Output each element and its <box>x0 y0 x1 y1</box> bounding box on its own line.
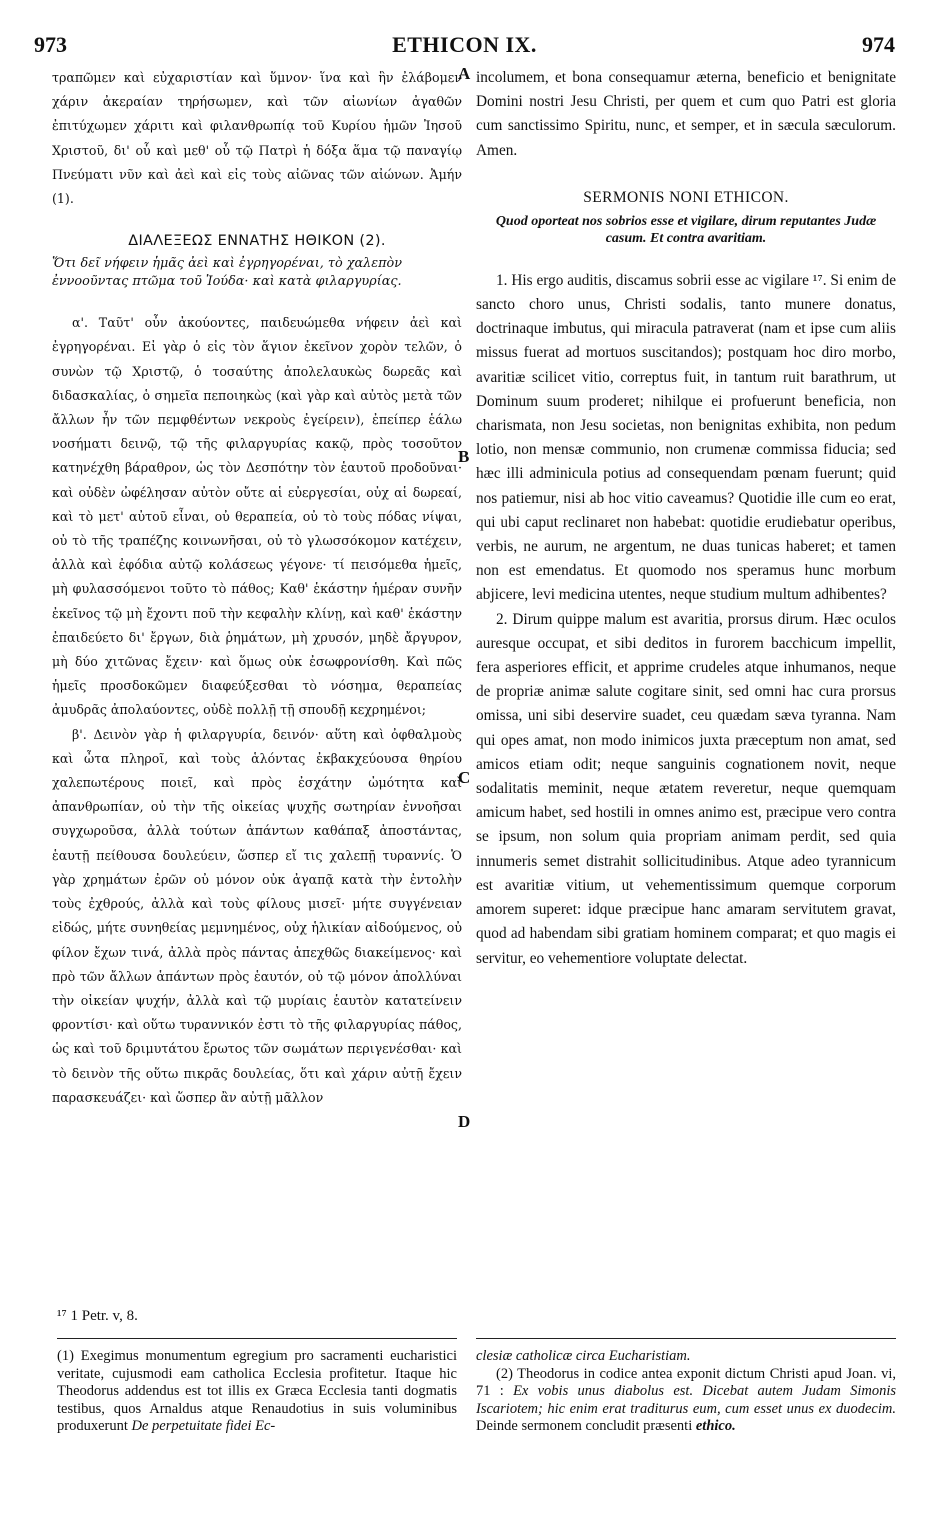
margin-letter-c: C <box>458 768 471 787</box>
greek-column <box>52 66 462 1110</box>
latin-column <box>476 66 896 971</box>
margin-letter-a: A <box>458 64 471 83</box>
greek-intro-paragraph: τραπῶμεν καὶ εὐχαριστίαν καὶ ὕμνον· ἵνα καὶ ἣν ἐλάβομεν χάριν ἀκεραίαν τηρήσωμεν, καὶ τῶν αἰωνίων ἀγαθῶν ἐπιτύχωμεν χάριτι καὶ φιλανθρωπίᾳ τοῦ Κυρίου ἡμῶν Ἰησοῦ Χριστοῦ, δι' οὗ καὶ μεθ' οὗ τῷ Πατρὶ ἡ δόξα ἅμα τῷ παναγίῳ Πνεύματι νῦν καὶ ἀεὶ καὶ εἰς τοὺς αἰῶνας τῶν αἰώνων. Ἀμήν (1). <box>52 70 462 207</box>
running-title: ETHICON IX. <box>392 32 537 57</box>
editor-note-2-part-a: (2) Theodorus in codice antea exponit dictum Christi apud Joan. vi, 71 : <box>476 1365 896 1399</box>
greek-paragraph-1: α'. Ταῦτ' οὖν ἀκούοντες, παιδευώμεθα νήφειν ἀεὶ καὶ ἐγρηγορέναι. Εἰ γὰρ ὁ εἰς τὸν ἅγιον ἐκεῖνον χορὸν τελῶν, ὁ συνὼν τῷ Χριστῷ, ὁ τοσαύτης ἀπολελαυκὼς δωρεᾶς καὶ διδασκαλίας, ὁ σημεῖα πεποιηκὼς (καὶ γὰρ καὶ αὐτὸς μετὰ τῶν ἄλλων ἦν τῶν πεμφθέντων νεκροὺς ἐγείρειν), ἐπείπερ ἑάλω νοσήματι δεινῷ, τῷ τῆς φιλαργυρίας κακῷ, πρὸς τοσοῦτον κατηνέχθη βάραθρον, ὡς τὸν Δεσπότην τὸν ἑαυτοῦ προδοῦναι· καὶ οὐδὲν ὠφέλησαν αὐτὸν οὔτε αἱ εὐεργεσίαι, οὐχ αἱ δωρεαί, καὶ τὸ μετ' αὐτοῦ εἶναι, οὐ θεραπεία, οὐ τὸ τοὺς πόδας νίψαι, οὐ τὸ τῆς τραπέζης κοινωνῆσαι, οὐ τὸ γλωσσόκομον κατέχειν, ἀλλὰ καὶ ἐφόδια αὐτῷ κολάσεως γέγονε· τί πεισόμεθα ἡμεῖς, μὴ φυλασσόμενοι τοῦτο τὸ πάθος; Καθ' ἑκάστην ἡμέραν συνῆν ἐκεῖνος τῷ μὴ ἔχοντι ποῦ τὴν κεφαλὴν κλίνῃ, καὶ καθ' ἑκάστην ἐπαιδεύετο δι' ἔργων, διὰ ῥημάτων, μὴ χρυσόν, μηδὲ ἄργυρον, μὴ δύο χιτῶνας ἔχειν· καὶ ὅμως οὐκ ἐσωφρονίσθη. Καὶ πῶς ἡμεῖς προσδοκῶμεν διαφεύξεσθαι τὸ νόσημα, θεραπείας ἀμυδρᾶς ἀπολαύοντες, οὐδὲ πολλῇ τῇ σπουδῇ κεχρημένοι; <box>52 315 462 718</box>
editor-note-2-part-d: ethico. <box>695 1418 736 1434</box>
scripture-footnote: ¹⁷ 1 Petr. v, 8. <box>57 1308 138 1324</box>
editor-note-2-part-b: Ex vobis unus diabolus est. Dicebat autem Judam Simonis Iscariotem; hic enim erat traditurus eum, cum esset unus ex duodecim. <box>476 1383 897 1417</box>
editor-notes-right <box>476 1348 896 1436</box>
editor-note-1-text: (1) Exegimus monumentum egregium pro sacramenti eucharistici veritate, cujusmodi eam catholica Ecclesia profitetur. Itaque hic Theodorus addendus est tot illis ex Græca Ecclesia tanti dogmatis testibus, quos Arnaldus atque Renaudotius in suis voluminibus produxerunt <box>57 1348 457 1434</box>
latin-summary: Quod oporteat nos sobrios esse et vigilare, dirum reputantes Judæ casum. Et contra avaritiam. <box>495 213 877 247</box>
editor-note-1 <box>57 1348 457 1436</box>
editor-note-1-cont-text: clesiæ catholicæ circa Eucharistiam. <box>476 1348 691 1364</box>
editor-notes-left <box>57 1348 457 1436</box>
latin-section-title: SERMONIS NONI ETHICON. <box>583 188 789 206</box>
greek-summary: Ὅτι δεῖ νήφειν ἡμᾶς ἀεὶ καὶ ἐγρηγορέναι, τὸ χαλεπὸν ἐννοοῦντας πτῶμα τοῦ Ἰούδα· καὶ κατὰ φιλαργυρίας. <box>52 256 403 289</box>
greek-section-title: ΔΙΑΛΕΞΕΩΣ ΕΝΝΑΤΗΣ ΗΘΙΚΟΝ (2). <box>128 233 386 250</box>
notes-divider-left <box>57 1338 457 1339</box>
running-header <box>34 32 895 60</box>
latin-paragraph-2: 2. Dirum quippe malum est avaritia, prorsus dirum. Hæc oculos auresque occupat, et sibi deditos in furorem bacchicum impellit, fera asperiores efficit, et apprime crudeles atque inhumanos, neque de propriæ animæ salute cogitare sinit, sed omni hac cura prorsus omissa, uni sibi deservire suadet, ceu quædam sæva tyranna. Nam qui opes amat, non modo inimicos juxta præceptum non amat, sed amicos etiam odit; neque sanguinis cognationem novit, neque sodalitatis meminit, neque ætatem reveretur, neque quemquam amicum habet, sed hostili in omnes animo est, præcipue vero contra se ipsum, non solum quia propriam animam perdit, sed quia innumeris semet distrahit sollicitudinibus. Atque adeo tyrannicum est avaritiæ vitium, ut vehementissimum quemque corporum amorem superet: idque præcipue hanc amaram servitutem gravat, quod ad habendam sibi gratiam hominem comparat; et quo magis ei servitur, eo vehementiore voluptate delectat. <box>476 610 896 967</box>
page-number-left: 973 <box>34 32 67 57</box>
margin-letter-b: B <box>458 447 470 466</box>
latin-paragraph-1: 1. His ergo auditis, discamus sobrii esse ac vigilare ¹⁷. Si enim de sancto choro unus, Christi sodalis, tanto munere donatus, doctrinaque imbutus, qui miracula patraverat (nam et ipse cum aliis missus fuerat ad mortuos suscitandos); postquam hoc diro morbo, avaritiæ scilicet vitio, correptus fuit, in tantum ruit barathrum, ut Dominum suum proderet; nihilque ei profuerunt beneficia, non charismata, non Jesu societas, non benignitas exhibita, non pedum lotio, non mensæ communio, non crumenæ commissa fiducia; sed hæc illi adminicula potius ad consequendam pœnam fuerunt; quid nos patiemur, nisi ab hoc vitio caveamus? Quotidie ille cum eo erat, qui ubi caput reclinaret non habebat: quotidie erudiebatur operibus, verbis, ne aurum, ne argentum, ne duas tunicas haberet; et tamen non est emendatus. Et quomodo nos speramus hunc morbum abjicere, levi medicina utentes, neque studium multum adhibentes? <box>476 271 896 604</box>
latin-intro-paragraph: incolumem, et bona consequamur æterna, beneficio et benignitate Domini nostri Jesu Christi, per quem et cum quo Patri est gloria cum sanctissimo Spiritu, nunc, et semper, et in sæcula sæculorum. Amen. <box>476 69 896 159</box>
editor-note-2 <box>476 1366 896 1436</box>
editor-note-1-continued <box>476 1348 896 1366</box>
page-number-right: 974 <box>862 32 895 57</box>
notes-divider-right <box>476 1338 896 1339</box>
margin-letter-d: D <box>458 1112 471 1131</box>
greek-paragraph-2: β'. Δεινὸν γὰρ ἡ φιλαργυρία, δεινόν· αὕτη καὶ ὀφθαλμοὺς καὶ ὦτα πληροῖ, καὶ τοὺς ἁλόντας ἐκβακχεύουσα θηρίου χαλεπωτέρους ποιεῖ, καὶ πρὸς ἐσχάτην ὠμότητα καὶ ἀπανθρωπίαν, οὐ τὴν τῆς οἰκείας ψυχῆς σωτηρίαν ἐννοῆσαι συγχωροῦσα, ἀλλὰ τούτων ἁπάντων καθάπαξ ἀποστάντας, ἑαυτῇ πείθουσα δουλεύειν, ὥσπερ εἴ τις χαλεπῇ τυραννίς. Ὁ γὰρ χρημάτων ἐρῶν οὐ μόνον οὐκ ἀγαπᾷ κατὰ τὴν ἐντολὴν τοὺς ἐχθρούς, ἀλλὰ καὶ τοὺς φίλους μισεῖ· μήτε συγγένειαν εἰδώς, μήτε συνηθείας μεμνημένος, οὐχ ἡλικίαν αἰδούμενος, οὐ φίλον ἔχων τινά, ἀλλὰ πρὸς πάντας ἀπεχθῶς διακείμενος· καὶ πρὸ τῶν ἄλλων ἁπάντων πρὸς ἑαυτόν, οὐ τῷ μόνον ἀπολλύναι τὴν οἰκείαν ψυχήν, ἀλλὰ καὶ τῷ μυρίαις ἑαυτὸν κατατείνειν φροντίσι· καὶ οὕτω τυραννικόν ἐστι τὸ τῆς φιλαργυρίας πάθος, ὡς καὶ τοῦ δριμυτάτου ἔρωτος τῶν σωμάτων περιγενέσθαι· καὶ τὸ δεινὸν τῆς οὕτω πικρᾶς δουλείας, ὅτι καὶ χάριν αὐτῇ ἔχειν παρασκευάζει· καὶ ὥσπερ ἂν αὐτῇ μᾶλλον <box>52 726 462 1105</box>
editor-note-1-title: De perpetuitate fidei Ec- <box>131 1418 276 1434</box>
editor-note-2-part-c: Deinde sermonem concludit præsenti <box>476 1418 693 1434</box>
